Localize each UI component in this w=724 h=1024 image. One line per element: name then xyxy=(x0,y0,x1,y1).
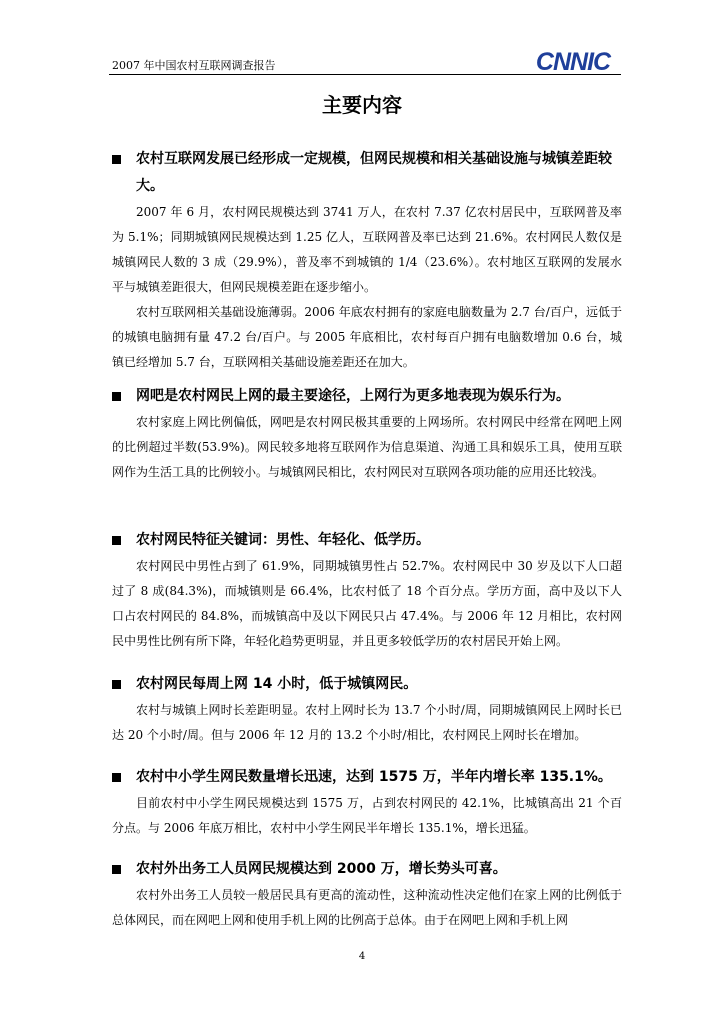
square-bullet-icon xyxy=(112,680,121,689)
page-number: 4 xyxy=(358,951,366,962)
section-heading xyxy=(112,764,622,791)
section-paragraph: 农村互联网相关基础设施薄弱。2006 年底农村拥有的家庭电脑数量为 2.7 台/百户，远低于的城镇电脑拥有量 47.2 台/百户。与 2005 年底相比，农村每百户拥有电脑数增加 0.6 台，城镇已经增加 5.7 台，互联网相关基础设施差距还在加大。 xyxy=(112,305,622,369)
summary-section-user-profile xyxy=(112,527,622,654)
summary-section-online-hours xyxy=(112,671,622,748)
summary-section-migrant-workers xyxy=(112,856,622,933)
report-header-title: 2007 年中国农村互联网调查报告 xyxy=(112,59,276,72)
square-bullet-icon xyxy=(112,865,121,874)
square-bullet-icon xyxy=(112,773,121,782)
summary-section-rural-scale xyxy=(112,146,622,375)
summary-section-internet-cafe xyxy=(112,383,622,485)
section-heading-text: 农村网民特征关键词：男性、年轻化、低学历。 xyxy=(136,532,430,548)
section-heading xyxy=(112,671,622,698)
cnnic-logo xyxy=(527,46,619,74)
section-heading-text: 农村网民每周上网 14 小时，低于城镇网民。 xyxy=(136,676,418,692)
section-heading xyxy=(112,383,622,410)
section-heading-text: 农村外出务工人员网民规模达到 2000 万，增长势头可喜。 xyxy=(136,861,507,877)
section-paragraph: 农村与城镇上网时长差距明显。农村上网时长为 13.7 个小时/周，同期城镇网民上网时长已达 20 个小时/周。但与 2006 年 12 月的 13.2 个小时/相比，农村网民上网时长在增加。 xyxy=(112,703,622,742)
section-paragraph: 目前农村中小学生网民规模达到 1575 万，占到农村网民的 42.1%，比城镇高出 21 个百分点。与 2006 年底万相比，农村中小学生网民半年增长 135.1%，增长迅猛。 xyxy=(112,796,622,835)
section-heading xyxy=(112,856,622,883)
section-paragraph: 农村网民中男性占到了 61.9%，同期城镇男性占 52.7%。农村网民中 30 岁及以下人口超过了 8 成(84.3%)，而城镇则是 66.4%，比农村低了 18 个百分点。学历方面，高中及以下人口占农村网民的 84.8%，而城镇高中及以下网民只占 47.4%。与 2006 年 12 月相比，农村网民中男性比例有所下降，年轻化趋势更明显，并且更多较低学历的农村居民开始上网。 xyxy=(112,559,622,648)
square-bullet-icon xyxy=(112,155,121,164)
section-heading xyxy=(112,146,622,200)
square-bullet-icon xyxy=(112,536,121,545)
section-paragraph: 农村家庭上网比例偏低，网吧是农村网民极其重要的上网场所。农村网民中经常在网吧上网的比例超过半数(53.9%)。网民较多地将互联网作为信息渠道、沟通工具和娱乐工具，使用互联网作为生活工具的比例较小。与城镇网民相比，农村网民对互联网各项功能的应用还比较浅。 xyxy=(112,415,622,479)
summary-section-students xyxy=(112,764,622,841)
svg-text:CNNIC: CNNIC xyxy=(535,48,611,74)
square-bullet-icon xyxy=(112,392,121,401)
section-heading xyxy=(112,527,622,554)
section-heading-text: 农村中小学生网民数量增长迅速，达到 1575 万，半年内增长率 135.1%。 xyxy=(136,769,612,785)
section-paragraph: 2007 年 6 月，农村网民规模达到 3741 万人，在农村 7.37 亿农村居民中，互联网普及率为 5.1%；同期城镇网民规模达到 1.25 亿人，互联网普及率已达到 21.6%。农村网民人数仅是城镇网民人数的 3 成（29.9%），普及率不到城镇的 1/4（23.6%）。农村地区互联网的发展水平与城镇差距很大，但网民规模差距在逐步缩小。 xyxy=(112,205,622,294)
section-paragraph: 农村外出务工人员较一般居民具有更高的流动性，这种流动性决定他们在家上网的比例低于总体网民，而在网吧上网和使用手机上网的比例高于总体。由于在网吧上网和手机上网 xyxy=(112,888,622,927)
page-title: 主要内容 xyxy=(322,93,402,117)
header-divider xyxy=(109,74,621,75)
section-heading-text: 网吧是农村网民上网的最主要途径，上网行为更多地表现为娱乐行为。 xyxy=(136,388,570,404)
section-heading-text: 农村互联网发展已经形成一定规模，但网民规模和相关基础设施与城镇差距较大。 xyxy=(136,151,612,194)
